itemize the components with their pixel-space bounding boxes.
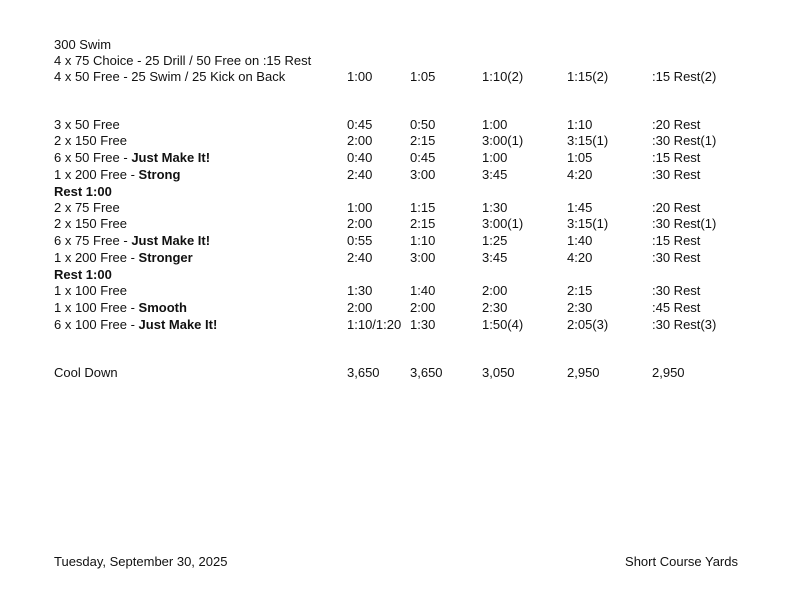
warmup-swim-row (54, 36, 754, 53)
interval-cell: 1:00 (482, 150, 508, 165)
interval-cell: :15 Rest (652, 233, 701, 248)
set-emphasis: Stronger (138, 250, 193, 265)
total-yardage: 2,950 (567, 365, 600, 380)
footer-date: Tuesday, September 30, 2025 (54, 554, 228, 569)
interval-cell: :30 Rest(3) (652, 317, 717, 332)
interval-cell: 1:40 (410, 283, 436, 298)
interval-cell: :15 Rest (652, 150, 701, 165)
set-row (54, 215, 754, 232)
set-label-text: 6 x 100 Free - (54, 317, 139, 332)
interval-cell: 2:00 (347, 216, 373, 231)
set-label (54, 132, 127, 149)
interval-cell: 1:10 (410, 233, 436, 248)
interval-cell: 4:20 (567, 250, 593, 265)
set-label (54, 316, 217, 333)
set-row (54, 232, 754, 249)
interval-cell: 2:40 (347, 250, 373, 265)
set-row (54, 149, 754, 166)
total-yardage: 3,650 (347, 365, 380, 380)
interval-cell: 2:40 (347, 167, 373, 182)
set-emphasis: Just Make It! (131, 150, 211, 165)
interval-cell: 0:45 (410, 150, 436, 165)
interval-cell: :30 Rest (652, 283, 701, 298)
interval-cell: 1:05 (410, 69, 436, 84)
cooldown-label: Cool Down (54, 365, 118, 380)
interval-cell: 2:15 (410, 133, 436, 148)
warmup-kick-row (54, 68, 754, 85)
set-label (54, 149, 210, 166)
interval-cell: 3:00(1) (482, 133, 524, 148)
set-row (54, 282, 754, 299)
rest-row (54, 266, 754, 283)
warmup-choice-label: 4 x 75 Choice - 25 Drill / 50 Free on :15 Rest (54, 53, 312, 68)
footer-course: Short Course Yards (625, 554, 738, 569)
set-label (54, 282, 127, 299)
interval-cell: 0:40 (347, 150, 373, 165)
interval-cell: 1:50(4) (482, 317, 524, 332)
set-label-text: 6 x 75 Free - (54, 233, 132, 248)
interval-cell: :20 Rest (652, 117, 701, 132)
set-label (54, 299, 187, 316)
interval-cell: 1:15(2) (567, 69, 609, 84)
interval-cell: 0:45 (347, 117, 373, 132)
interval-cell: 3:00(1) (482, 216, 524, 231)
set-label-text: 2 x 75 Free (54, 200, 120, 215)
interval-cell: :20 Rest (652, 200, 701, 215)
set-label (54, 232, 210, 249)
interval-cell: 3:15(1) (567, 216, 609, 231)
interval-cell: 3:00 (410, 250, 436, 265)
set-label-text: 1 x 100 Free (54, 283, 127, 298)
set-emphasis: Strong (138, 167, 181, 182)
set-row (54, 249, 754, 266)
interval-cell: 2:30 (482, 300, 508, 315)
interval-cell: 2:00 (410, 300, 436, 315)
interval-cell: 4:20 (567, 167, 593, 182)
interval-cell: 3:00 (410, 167, 436, 182)
interval-cell: 2:00 (482, 283, 508, 298)
warmup-kick-label: 4 x 50 Free - 25 Swim / 25 Kick on Back (54, 69, 286, 84)
interval-cell: 1:10 (567, 117, 593, 132)
interval-cell: :30 Rest(1) (652, 133, 717, 148)
warmup-choice-row (54, 52, 754, 69)
interval-cell: 2:15 (567, 283, 593, 298)
total-yardage: 2,950 (652, 365, 685, 380)
interval-cell: 1:00 (482, 117, 508, 132)
interval-cell: 1:30 (410, 317, 436, 332)
set-label (54, 116, 120, 133)
interval-cell: :15 Rest(2) (652, 69, 717, 84)
interval-cell: 1:45 (567, 200, 593, 215)
warmup-swim-label: 300 Swim (54, 37, 112, 52)
set-row (54, 299, 754, 316)
set-emphasis: Smooth (138, 300, 187, 315)
set-emphasis: Just Make It! (131, 233, 211, 248)
interval-cell: 2:30 (567, 300, 593, 315)
interval-cell: :30 Rest (652, 250, 701, 265)
interval-cell: :30 Rest(1) (652, 216, 717, 231)
set-label (54, 199, 120, 216)
interval-cell: 3:45 (482, 250, 508, 265)
set-label-text: 1 x 200 Free - (54, 250, 139, 265)
set-row (54, 116, 754, 133)
rest-label: Rest 1:00 (54, 184, 112, 199)
interval-cell: :45 Rest (652, 300, 701, 315)
interval-cell: 1:00 (347, 69, 373, 84)
interval-cell: 1:30 (347, 283, 373, 298)
set-row (54, 316, 754, 333)
rest-row (54, 183, 754, 200)
set-label (54, 215, 127, 232)
set-label (54, 166, 180, 183)
set-label-text: 2 x 150 Free (54, 216, 127, 231)
set-label-text: 1 x 100 Free - (54, 300, 139, 315)
interval-cell: :30 Rest (652, 167, 701, 182)
set-row (54, 199, 754, 216)
total-yardage: 3,650 (410, 365, 443, 380)
interval-cell: 2:00 (347, 133, 373, 148)
set-row (54, 132, 754, 149)
interval-cell: 3:45 (482, 167, 508, 182)
interval-cell: 2:15 (410, 216, 436, 231)
interval-cell: 3:15(1) (567, 133, 609, 148)
interval-cell: 1:40 (567, 233, 593, 248)
interval-cell: 1:05 (567, 150, 593, 165)
set-label-text: 1 x 200 Free - (54, 167, 139, 182)
interval-cell: 1:00 (347, 200, 373, 215)
set-label-text: 6 x 50 Free - (54, 150, 132, 165)
set-label-text: 3 x 50 Free (54, 117, 120, 132)
interval-cell: 1:15 (410, 200, 436, 215)
cooldown-row (54, 364, 754, 381)
rest-label: Rest 1:00 (54, 267, 112, 282)
interval-cell: 2:05(3) (567, 317, 609, 332)
interval-cell: 0:50 (410, 117, 436, 132)
interval-cell: 2:00 (347, 300, 373, 315)
total-yardage: 3,050 (482, 365, 515, 380)
set-label (54, 249, 193, 266)
interval-cell: 1:10(2) (482, 69, 524, 84)
set-label-text: 2 x 150 Free (54, 133, 127, 148)
set-row (54, 166, 754, 183)
interval-cell: 1:10/1:20 (347, 317, 402, 332)
interval-cell: 1:25 (482, 233, 508, 248)
set-emphasis: Just Make It! (138, 317, 218, 332)
interval-cell: 0:55 (347, 233, 373, 248)
interval-cell: 1:30 (482, 200, 508, 215)
